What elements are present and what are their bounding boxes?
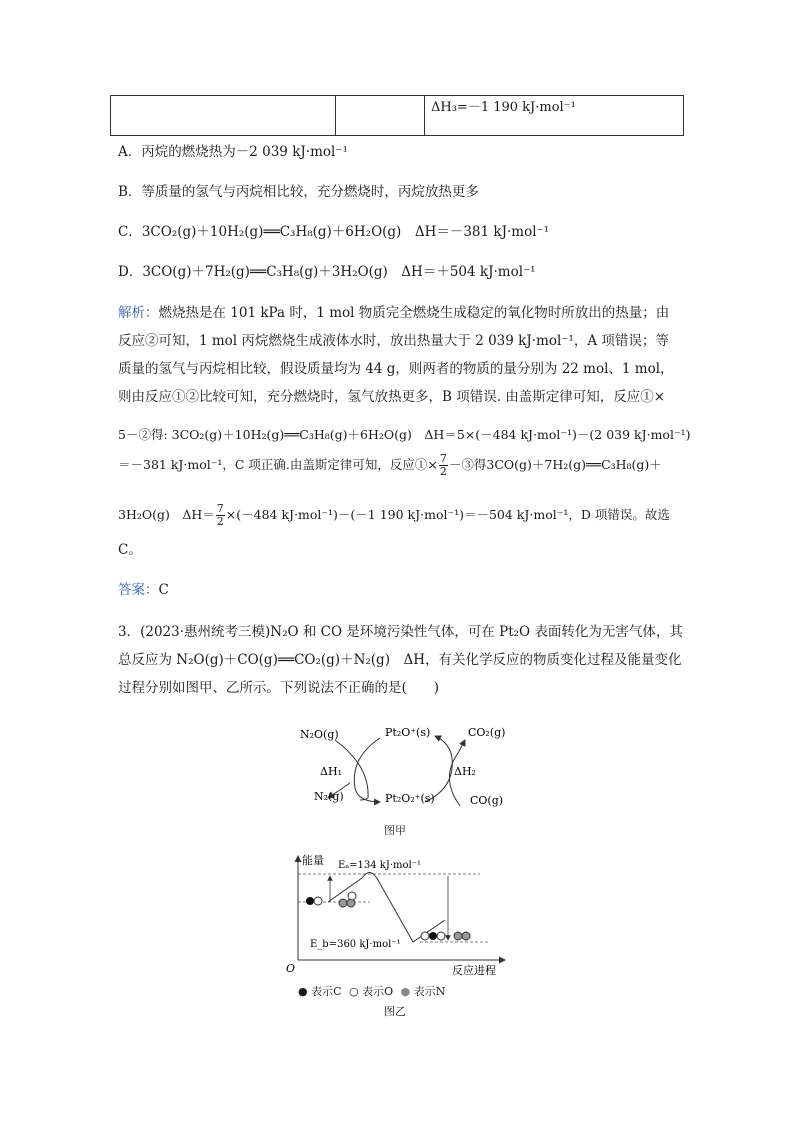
figure-yi-diagram — [280, 848, 520, 978]
answer-value: C — [158, 582, 169, 598]
analysis-line-6 — [118, 453, 662, 478]
analysis-line-1 — [118, 301, 669, 321]
analysis-line-7 — [118, 503, 670, 528]
question3-line-1: 3．(2023·惠州统考三模)N₂O 和 CO 是环境污染性气体，可在 Pt₂O 表面转化为无害气体，其 — [118, 624, 683, 640]
ea-label: Eₐ=134 kJ·mol⁻¹ — [338, 860, 422, 871]
reactant-c-atom — [306, 897, 314, 905]
fraction-denominator: 2 — [439, 465, 447, 478]
fraction-denominator-b: 2 — [216, 515, 224, 528]
analysis-line-8: C。 — [118, 542, 142, 558]
label-dh1: ΔH₁ — [320, 765, 342, 778]
figure-yi-caption: 图乙 — [384, 1005, 406, 1018]
origin-label: O — [286, 962, 296, 975]
answer-label: 答案： — [118, 582, 159, 598]
fraction-7-2 — [439, 453, 448, 478]
legend-c-label: 表示C — [311, 985, 342, 998]
product-n-atom-2 — [462, 932, 470, 940]
analysis-label: 解析： — [118, 305, 159, 321]
arrow-pt2o-to-pt2o2 — [354, 738, 380, 802]
legend-o-label: 表示O — [362, 985, 394, 998]
ylabel: 能量 — [302, 854, 324, 867]
option-a: A．丙烷的燃烧热为－2 039 kJ·mol⁻¹ — [118, 144, 348, 160]
legend-o-icon: ○ — [349, 985, 359, 998]
product-n-atom-1 — [454, 932, 462, 940]
figure-yi-legend — [298, 983, 445, 999]
energy-curve — [328, 872, 445, 942]
table-cell-3: ΔH₃=－1 190 kJ·mol⁻¹ — [425, 96, 684, 136]
analysis-text-7b: ×(－484 kJ·mol⁻¹)－(－1 190 kJ·mol⁻¹)＝－504 kJ·mol⁻¹，D 项错误。故选 — [225, 507, 670, 522]
option-c: C．3CO₂(g)＋10H₂(g)══C₃H₈(g)＋6H₂O(g) ΔH＝－381 kJ·mol⁻¹ — [118, 224, 550, 240]
fraction-numerator: 7 — [439, 452, 447, 465]
figure-jia-caption: 图甲 — [384, 824, 406, 837]
analysis-line-4: 则由反应①②比较可知，充分燃烧时，氢气放热更多，B 项错误. 由盖斯定律可知，反应①× — [118, 389, 666, 405]
product-o-atom-2 — [437, 932, 445, 940]
legend-n-icon: ● — [400, 985, 411, 998]
question3-line-3: 过程分别如图甲、乙所示。下列说法不正确的是( ) — [118, 680, 440, 696]
table-cell-2 — [336, 96, 425, 136]
label-co: CO(g) — [470, 794, 504, 807]
analysis-text-6a: ＝－381 kJ·mol⁻¹，C 项正确.由盖斯定律可知，反应①× — [118, 457, 438, 472]
question3-line-2: 总反应为 N₂O(g)＋CO(g)══CO₂(g)＋N₂(g) ΔH，有关化学反应的物质变化过程及能量变化 — [118, 652, 682, 668]
answer-line — [118, 578, 169, 598]
label-n2o: N₂O(g) — [300, 728, 339, 741]
label-n2: N₂(g) — [314, 790, 344, 803]
label-dh2: ΔH₂ — [454, 765, 476, 778]
product-o-atom-1 — [421, 932, 429, 940]
analysis-text-7a: 3H₂O(g) ΔH＝ — [118, 507, 215, 522]
option-d: D．3CO(g)＋7H₂(g)══C₃H₈(g)＋3H₂O(g) ΔH＝＋504 kJ·mol⁻¹ — [118, 264, 536, 280]
fraction-7-2-b — [216, 503, 225, 528]
legend-c-icon: ● — [298, 985, 308, 998]
product-c-atom — [429, 932, 437, 940]
analysis-text-6b: －③得3CO(g)＋7H₂(g)══C₃H₈(g)＋ — [448, 457, 662, 472]
reactant-n2o-o-atom — [348, 892, 356, 900]
reactant-n-atom-1 — [339, 899, 347, 907]
analysis-line-2: 反应②可知，1 mol 丙烷燃烧生成液体水时，放出热量大于 2 039 kJ·mol⁻¹，A 项错误；等 — [118, 333, 669, 349]
fraction-numerator-b: 7 — [216, 502, 224, 515]
top-table — [110, 95, 684, 136]
eb-label: E_b=360 kJ·mol⁻¹ — [310, 939, 401, 950]
label-pt2o2-plus: Pt₂O₂⁺(s) — [385, 792, 435, 805]
reactant-o-atom — [314, 897, 322, 905]
option-b: B．等质量的氢气与丙烷相比较，充分燃烧时，丙烷放热更多 — [118, 184, 479, 200]
analysis-text-1: 燃烧热是在 101 kPa 时，1 mol 物质完全燃烧生成稳定的氧化物时所放出的热量；由 — [158, 305, 670, 321]
label-co2: CO₂(g) — [468, 726, 506, 739]
analysis-line-3: 质量的氢气与丙烷相比较，假设质量均为 44 g，则两者的物质的量分别为 22 mol、1 mol， — [118, 361, 674, 377]
legend-n-label: 表示N — [413, 985, 446, 998]
figure-jia-diagram — [290, 718, 510, 838]
label-pt2o-plus: Pt₂O⁺(s) — [385, 726, 431, 739]
analysis-line-5: 5－②得: 3CO₂(g)＋10H₂(g)══C₃H₈(g)＋6H₂O(g) ΔH＝5×(－484 kJ·mol⁻¹)－(2 039 kJ·mol⁻¹) — [118, 427, 691, 442]
xlabel: 反应进程 — [452, 964, 496, 977]
table-cell-1 — [111, 96, 336, 136]
